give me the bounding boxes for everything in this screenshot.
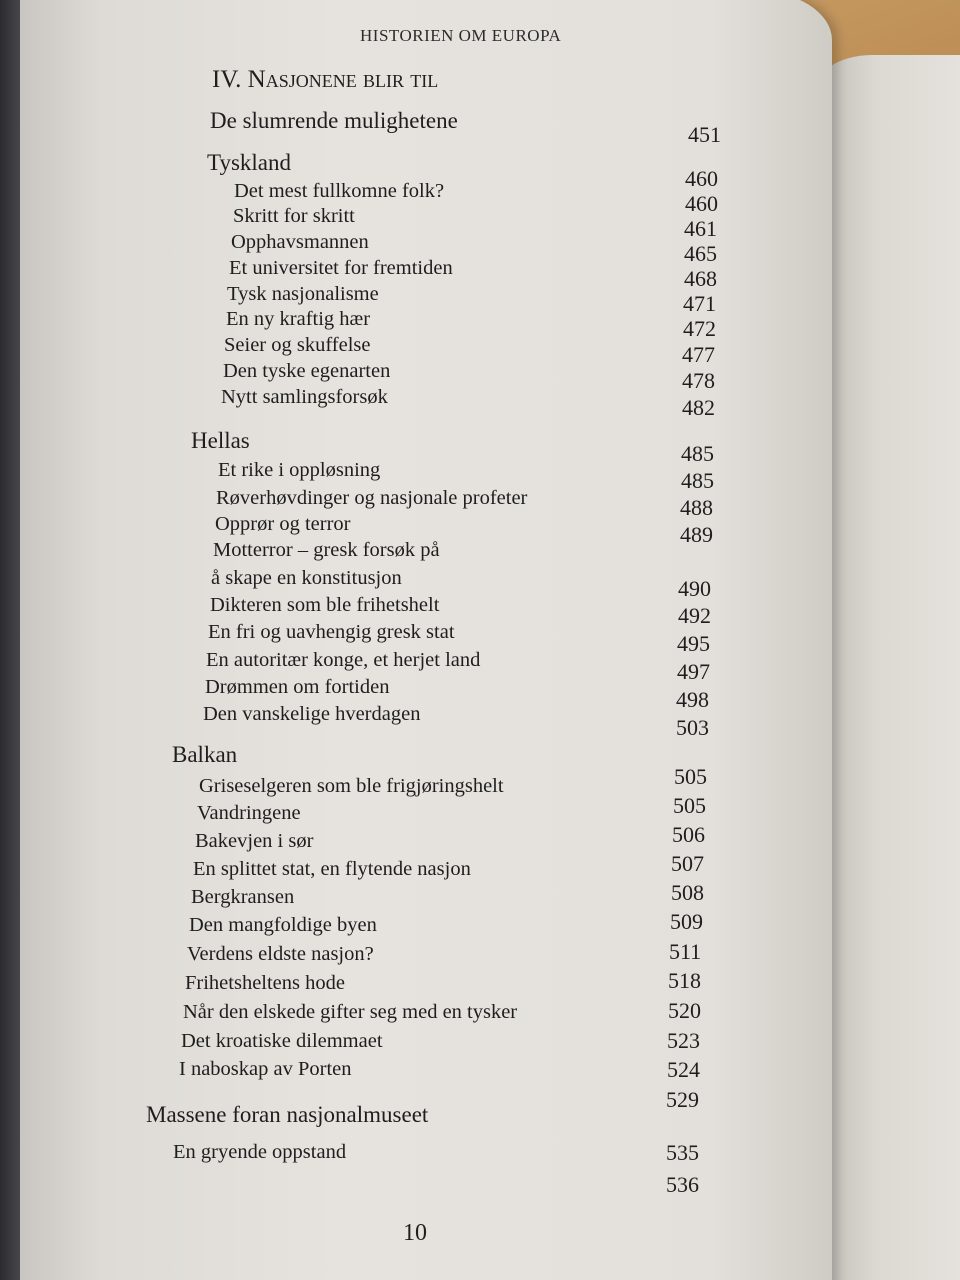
- toc-page-number: 523: [667, 1028, 700, 1053]
- toc-page-number: 520: [668, 998, 701, 1023]
- toc-section-title: Massene foran nasjonalmuseet: [146, 1102, 429, 1127]
- toc-page-number: 505: [674, 764, 707, 789]
- toc-page-number: 461: [684, 216, 717, 241]
- toc-page-number: 451: [688, 122, 721, 147]
- toc-entry-title: Røverhøvdinger og nasjonale profeter: [216, 487, 528, 509]
- toc-page-number: 511: [669, 939, 702, 964]
- toc-page-number: 498: [676, 687, 709, 712]
- toc-entry-title: Bakevjen i sør: [195, 830, 314, 852]
- toc-page-number: 503: [676, 715, 709, 740]
- toc-entry-title: Verdens eldste nasjon?: [187, 943, 374, 965]
- toc-page-number: 524: [667, 1057, 700, 1082]
- toc-page-number: 492: [678, 603, 711, 628]
- toc-page-number: 471: [683, 291, 716, 316]
- toc-page-number: 468: [684, 266, 717, 291]
- toc-entry-title: å skape en konstitusjon: [211, 567, 402, 589]
- toc-page-number: 505: [673, 793, 706, 818]
- toc-page-number: 460: [685, 166, 718, 191]
- toc-entry-title: En ny kraftig hær: [226, 308, 371, 330]
- toc-page-number: 489: [680, 522, 713, 547]
- toc-page-number: 490: [678, 576, 711, 601]
- toc-section-title: Balkan: [172, 742, 238, 767]
- toc-page-number: 497: [677, 659, 710, 684]
- toc-entry-title: Seier og skuffelse: [224, 334, 371, 356]
- toc-page-number: 508: [671, 880, 704, 905]
- toc-entry-title: En gryende oppstand: [173, 1141, 347, 1163]
- toc-entry-title: Når den elskede gifter seg med en tysker: [183, 1001, 518, 1023]
- toc-entry-title: Et universitet for fremtiden: [229, 257, 453, 279]
- toc-page-number: 472: [683, 316, 716, 341]
- toc-entry-title: Vandringene: [197, 802, 301, 824]
- toc-entry-title: Drømmen om fortiden: [205, 676, 390, 698]
- toc-page-number: 482: [682, 395, 715, 420]
- toc-entry-title: Den tyske egenarten: [223, 360, 391, 382]
- toc-page-number: 465: [684, 241, 717, 266]
- toc-entry-title: Den mangfoldige byen: [189, 914, 377, 936]
- toc-entry-title: Tysk nasjonalisme: [227, 283, 379, 305]
- toc-entry-title: En fri og uavhengig gresk stat: [208, 621, 455, 643]
- toc-entry-title: Motterror – gresk forsøk på: [213, 539, 440, 561]
- part-title: IV. Nasjonene blir til: [212, 66, 439, 93]
- toc-page-number: 535: [666, 1140, 699, 1165]
- toc-entry-title: Det kroatiske dilemmaet: [181, 1030, 383, 1052]
- toc-page-number: 495: [677, 631, 710, 656]
- toc-page-number: 518: [668, 968, 701, 993]
- toc-entry-title: Bergkransen: [191, 886, 295, 908]
- toc-page-number: 506: [672, 822, 705, 847]
- toc-page-number: 485: [681, 441, 714, 466]
- toc-section-title: Hellas: [191, 428, 250, 453]
- toc-entry-title: En splittet stat, en flytende nasjon: [193, 858, 471, 880]
- toc-section-title: Tyskland: [207, 150, 291, 175]
- toc-entry-title: Griseselgeren som ble frigjøringshelt: [199, 775, 504, 797]
- toc-page-number: 478: [682, 368, 715, 393]
- toc-entry-title: I naboskap av Porten: [179, 1058, 352, 1080]
- toc-page-number: 477: [682, 342, 715, 367]
- page-number: 10: [403, 1220, 427, 1246]
- running-header: HISTORIEN OM EUROPA: [360, 26, 562, 45]
- toc-page-number: 536: [666, 1172, 699, 1197]
- toc-page-number: 485: [681, 468, 714, 493]
- toc-entry-title: Den vanskelige hverdagen: [203, 703, 421, 725]
- toc-entry-title: Et rike i oppløsning: [218, 459, 381, 481]
- toc-entry-title: Dikteren som ble frihetshelt: [210, 594, 440, 616]
- toc-section-title: De slumrende mulighetene: [210, 108, 458, 133]
- toc-entry-title: Opphavsmannen: [231, 231, 369, 253]
- toc-page-number: 529: [666, 1087, 699, 1112]
- toc-entry-title: Frihetsheltens hode: [185, 972, 345, 994]
- toc-page-number: 509: [670, 909, 703, 934]
- toc-page-number: 507: [671, 851, 704, 876]
- toc-entry-title: Skritt for skritt: [233, 205, 355, 227]
- toc-page-number: 460: [685, 191, 718, 216]
- toc-page-number: 488: [680, 495, 713, 520]
- toc-entry-title: Nytt samlingsforsøk: [221, 386, 388, 408]
- toc-entry-title: Opprør og terror: [215, 513, 351, 535]
- toc-entry-title: En autoritær konge, et herjet land: [206, 649, 481, 671]
- toc-entry-title: Det mest fullkomne folk?: [234, 180, 445, 202]
